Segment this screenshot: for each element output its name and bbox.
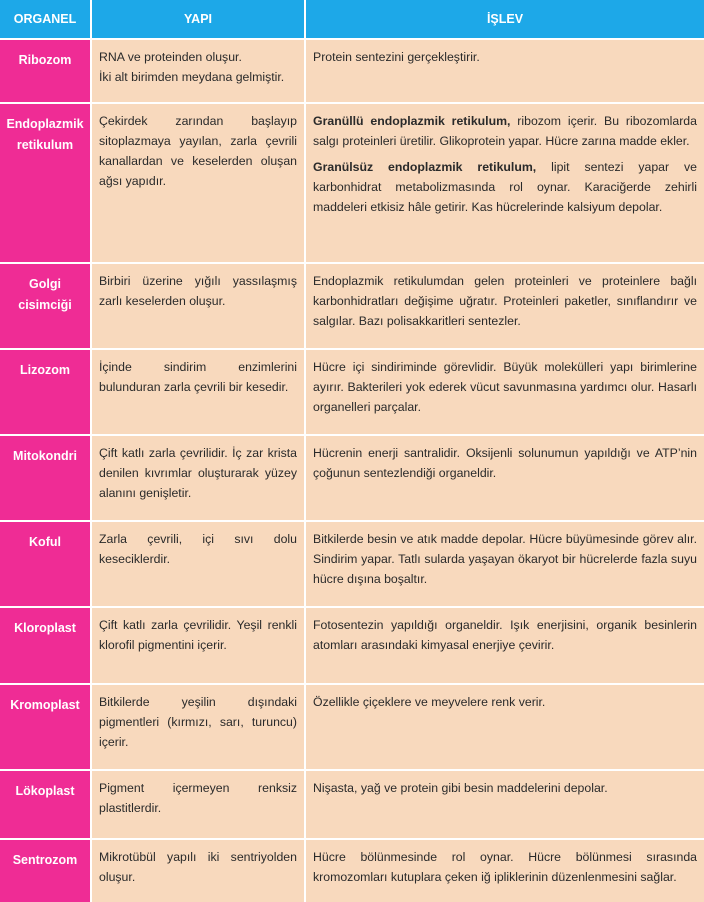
islev-paragraph: [313, 157, 697, 217]
islev-cell: [306, 436, 704, 522]
islev-cell: [306, 771, 704, 840]
islev-text: Nişasta, yağ ve protein gibi besin maddelerini depolar.: [313, 781, 608, 795]
yapi-text: Bitkilerde yeşilin dışındaki pigmentleri (kırmızı, sarı, turuncu) içerir.: [99, 695, 297, 749]
organel-name: Lökoplast: [0, 771, 92, 840]
islev-paragraph: [313, 615, 697, 655]
organel-name: Mitokondri: [0, 436, 92, 522]
islev-paragraph: [313, 692, 697, 712]
organel-name: Koful: [0, 522, 92, 608]
yapi-text: RNA ve proteinden oluşur.: [99, 50, 242, 64]
islev-text: Bitkilerde besin ve atık madde depolar. Hücre büyümesinde görev alır. Sindirim yapar. Tatlı sularda yaşayan ökaryot bir hücrelerde fazla suyu hücre dışına boşaltır.: [313, 532, 697, 586]
header-organel: ORGANEL: [0, 0, 92, 40]
table-row: [0, 40, 704, 104]
islev-cell: [306, 104, 704, 264]
islev-text: lipit sentezi yapar ve karbonhidrat metabolizmasında rol oynar. Karaciğerde zehirli maddeleri etkisiz hâle getirir. Kas hücrelerinde kalsiyum depolar.: [313, 160, 698, 214]
organel-name: Golgi cisimciği: [0, 264, 92, 350]
yapi-cell: [92, 264, 306, 350]
islev-paragraph: [313, 847, 697, 887]
islev-text: Hücre bölünmesinde rol oynar. Hücre bölünmesi sırasında kromozomları kutuplara çeken iğ ipliklerinin düzenlenmesini sağlar.: [313, 850, 697, 884]
islev-term: Granülsüz endoplazmik retikulum,: [313, 160, 537, 174]
islev-cell: [306, 840, 704, 902]
yapi-text: İki alt birimden meydana gelmiştir.: [99, 70, 285, 84]
yapi-text: Zarla çevrili, içi sıvı dolu keseciklerdir.: [99, 532, 297, 566]
organel-name: Endoplazmik retikulum: [0, 104, 92, 264]
islev-text: Endoplazmik retikulumdan gelen proteinleri ve proteinlere bağlı karbonhidratları değişime uğratır. Proteinleri paketler, sınıflandırır ve salgılar. Bazı polisakkaritleri sentezler.: [313, 274, 697, 328]
islev-text: Fotosentezin yapıldığı organeldir. Işık enerjisini, organik besinlerin atomları arasındaki kimyasal enerjiye çevirir.: [313, 618, 697, 652]
header-islev: İŞLEV: [306, 0, 704, 40]
yapi-cell: [92, 771, 306, 840]
table-row: [0, 436, 704, 522]
table-header: [0, 0, 704, 40]
islev-paragraph: [313, 529, 697, 589]
islev-cell: [306, 522, 704, 608]
islev-cell: [306, 264, 704, 350]
table-row: [0, 840, 704, 902]
table-row: [0, 771, 704, 840]
yapi-text: Mikrotübül yapılı iki sentriyolden oluşur.: [99, 850, 297, 884]
islev-text: Özellikle çiçeklere ve meyvelere renk verir.: [313, 695, 546, 709]
table-row: [0, 685, 704, 771]
islev-text: ribozom içerir. Bu ribozomlarda salgı proteinleri üretilir. Glikoprotein yapar. Hücre zarına madde ekler.: [313, 114, 697, 148]
table-row: [0, 264, 704, 350]
yapi-cell: [92, 436, 306, 522]
header-yapi: YAPI: [92, 0, 306, 40]
yapi-cell: [92, 522, 306, 608]
header-row: [0, 0, 704, 40]
yapi-text: İçinde sindirim enzimlerini bulunduran zarla çevrili bir kesedir.: [99, 360, 297, 394]
islev-paragraph: [313, 271, 697, 331]
islev-text: Protein sentezini gerçekleştirir.: [313, 50, 480, 64]
islev-text: Hücrenin enerji santralidir. Oksijenli solunumun yapıldığı ve ATP’nin çoğunun sentezlendiği organeldir.: [313, 446, 697, 480]
yapi-cell: [92, 840, 306, 902]
islev-text: Hücre içi sindiriminde görevlidir. Büyük molekülleri yapı birimlerine ayırır. Bakterileri yok ederek vücut savunmasına yardımcı olur. Hasarlı organelleri parçalar.: [313, 360, 697, 414]
yapi-cell: [92, 104, 306, 264]
islev-term: Granüllü endoplazmik retikulum,: [313, 114, 511, 128]
table-body: [0, 40, 704, 902]
yapi-cell: [92, 350, 306, 436]
islev-paragraph: [313, 443, 697, 483]
islev-cell: [306, 40, 704, 104]
islev-cell: [306, 685, 704, 771]
yapi-cell: [92, 40, 306, 104]
organel-name: Lizozom: [0, 350, 92, 436]
organel-name: Kloroplast: [0, 608, 92, 685]
table-row: [0, 608, 704, 685]
organel-name: Sentrozom: [0, 840, 92, 902]
organel-name: Kromoplast: [0, 685, 92, 771]
islev-cell: [306, 350, 704, 436]
organel-name: Ribozom: [0, 40, 92, 104]
yapi-text: Pigment içermeyen renksiz plastitlerdir.: [99, 781, 297, 815]
yapi-text: Birbiri üzerine yığılı yassılaşmış zarlı keselerden oluşur.: [99, 274, 297, 308]
islev-paragraph: [313, 47, 697, 67]
table-row: [0, 350, 704, 436]
islev-paragraph: [313, 111, 697, 151]
table-row: [0, 522, 704, 608]
table-row: [0, 104, 704, 264]
yapi-cell: [92, 685, 306, 771]
yapi-text: Çift katlı zarla çevrilidir. İç zar krista denilen kıvrımlar oluşturarak yüzey alanını genişletir.: [99, 446, 297, 500]
islev-cell: [306, 608, 704, 685]
yapi-text: Çift katlı zarla çevrilidir. Yeşil renkli klorofil pigmentini içerir.: [99, 618, 297, 652]
islev-paragraph: [313, 778, 697, 798]
islev-paragraph: [313, 357, 697, 417]
yapi-cell: [92, 608, 306, 685]
yapi-text: Çekirdek zarından başlayıp sitoplazmaya yayılan, zarla çevrili kanallardan ve keselerden oluşan ağsı yapıdır.: [99, 114, 297, 188]
